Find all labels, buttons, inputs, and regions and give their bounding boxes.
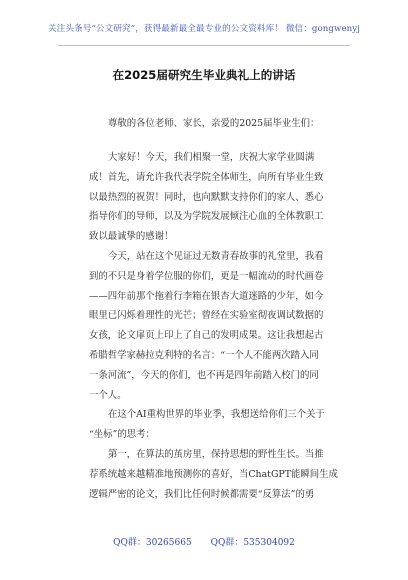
footer-contact bbox=[0, 535, 408, 548]
body-line: ——四年前那个拖着行李箱在银杏大道迷路的少年，如今 bbox=[89, 290, 324, 302]
body-line: 致以最诚挚的感谢！ bbox=[89, 231, 174, 243]
body-line: 一条河流”，今天的你们，也不再是四年前踏入校门的同 bbox=[89, 369, 319, 381]
body-line: 大家好！今天，我们相聚一堂，庆祝大家学业圆满 bbox=[108, 152, 315, 163]
header-divider bbox=[58, 45, 350, 46]
body-line: 以最热烈的祝贺！同时，也向默默支持你们的家人、悉心 bbox=[89, 191, 324, 203]
body-line: 眼里已闪烁着理性的光芒；曾经在实验室彻夜调试数据的 bbox=[89, 310, 324, 322]
body-line: 成！首先，请允许我代表学院全体师生，向所有毕业生致 bbox=[89, 171, 324, 183]
page-title: 在2025届研究生毕业典礼上的讲话 bbox=[112, 68, 296, 82]
speech-body bbox=[89, 114, 339, 134]
body-line: 女孩，论文扉页上印上了自己的发明成果。这让我想起古 bbox=[89, 330, 324, 342]
header-note: 关注头条号“公文研究”，获得最新最全最专业的公文资料库！ 微信：gongwenyj bbox=[47, 24, 361, 34]
body-line: 荐系统越来越精准地预测你的喜好，当ChatGPT能瞬间生成 bbox=[89, 468, 338, 480]
body-line: “坐标”的思考： bbox=[89, 429, 155, 441]
footer-qq-group-2: QQ群：535304092 bbox=[210, 538, 295, 548]
salutation-line: 尊敬的各位老师、家长，亲爱的2025届毕业生们： bbox=[108, 118, 320, 129]
body-line: 一个人。 bbox=[89, 389, 127, 401]
footer-qq-group-1: QQ群：30265665 bbox=[113, 538, 192, 548]
body-line: 到的不只是身着学位服的你们，更是一幅流动的时代画卷 bbox=[89, 270, 324, 282]
body-line: 逻辑严密的论文，我们比任何时候都需要“反算法”的勇 bbox=[89, 488, 315, 500]
body-line: 今天，站在这个见证过无数青春故事的礼堂里，我看 bbox=[108, 250, 324, 262]
body-line: 第一，在算法的茧房里，保持思想的野性生长。当推 bbox=[108, 448, 324, 460]
body-line: 在这个AI重构世界的毕业季，我想送给你们三个关于 bbox=[108, 409, 325, 421]
speech-paragraphs bbox=[89, 148, 339, 504]
body-line: 指导你们的导师，以及为学院发展倾注心血的全体教职工 bbox=[89, 211, 324, 223]
body-line: 希腊哲学家赫拉克利特的名言：“一个人不能两次踏入同 bbox=[89, 349, 319, 361]
